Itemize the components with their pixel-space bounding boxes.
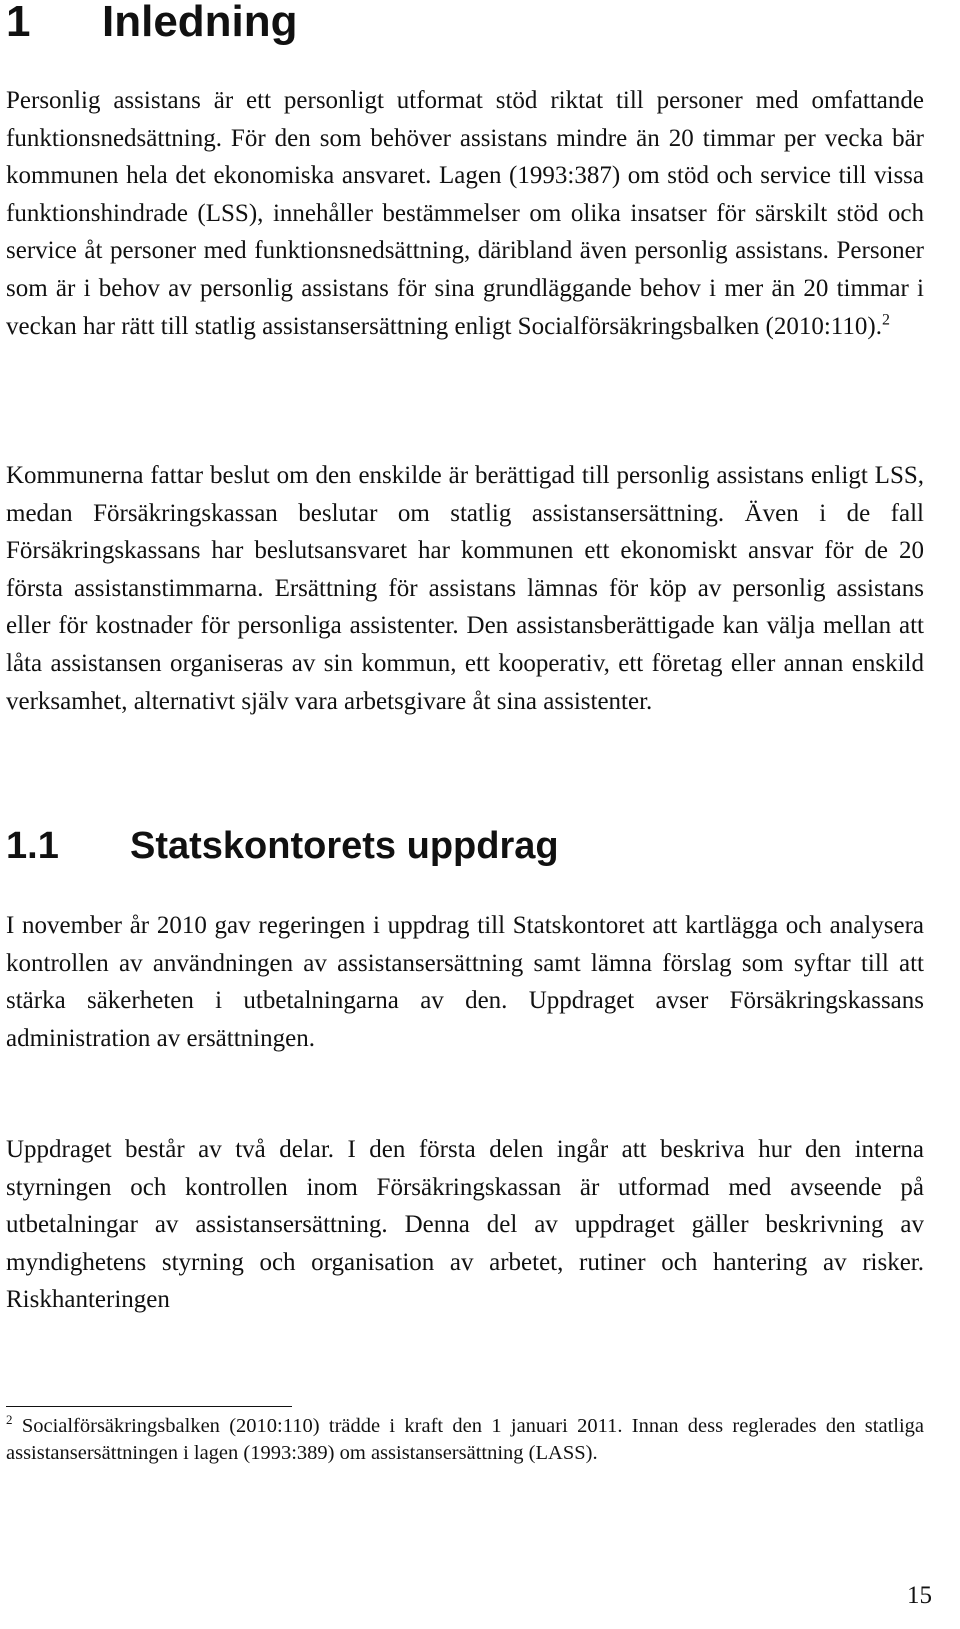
paragraph-intro-text: Personlig assistans är ett personligt utformat stöd riktat till personer med omfattande funktionsnedsättning. För den som behöver assistans mindre än 20 timmar per vecka bär kommunen hela det ekonomiska ansvaret. Lagen (1993:387) om stöd och service till vissa funktionshindrade (LSS), innehåller bestämmelser om olika insatser för särskilt stöd och service åt personer med funktionsnedsättning, däribland även personlig assistans. Personer som är i behov av personlig assistans för sina grundläggande behov i mer än 20 timmar i veckan har rätt till statlig assistansersättning enligt Socialförsäkringsbalken (2010:110). [6,87,924,340]
section-number: 1.1 [6,825,59,867]
chapter-number: 1 [6,0,31,46]
footnote-reference[interactable]: 2 [881,311,890,329]
paragraph-municipalities: Kommunerna fattar beslut om den enskilde är berättigad till personlig assistans enligt LSS, medan Försäkringskassan beslutar om statlig assistansersättning. Även i de fall Försäkringskassans har beslutsansvaret har kommunen ett ekonomiskt ansvar för de 20 första assistanstimmarna. Ersättning för assistans lämnas för köp av personlig assistans eller för kostnader för personliga assistenter. Den assistansberättigade kan välja mellan att låta assistansen organiseras av sin kommun, ett kooperativ, ett företag eller annan enskild verksamhet, alternativt själv vara arbetsgivare åt sina assistenter. [6,462,924,715]
section-heading [6,822,559,870]
footnote-divider [6,1406,292,1407]
chapter-title: Inledning [102,0,298,46]
section-title: Statskontorets uppdrag [130,825,559,867]
footnote-text: Socialförsäkringsbalken (2010:110) trädde i kraft den 1 januari 2011. Innan dess reglerades den statliga assistansersättningen i lagen (1993:389) om assistansersättning (LASS). [6,1415,925,1464]
footnote [6,1413,924,1467]
footnote-marker: 2 [6,1412,13,1428]
paragraph-assignment: I november år 2010 gav regeringen i uppdrag till Statskontoret att kartlägga och analysera kontrollen av användningen av assistansersättning samt lämna förslag som syftar till att stärka säkerheten i utbetalningarna av den. Uppdraget avser Försäkringskassans administration av ersättningen. [6,912,924,1052]
page-number: 15 [907,1582,932,1609]
paragraph-assignment-parts: Uppdraget består av två delar. I den första delen ingår att beskriva hur den interna styrningen och kontrollen inom Försäkringskassan är utformad med avseende på utbetalningar av assistansersättning. Denna del av uppdraget gäller beskrivning av myndighetens styrning och organisation av arbetet, rutiner och hantering av risker. Riskhanteringen [6,1136,924,1314]
chapter-heading [6,0,298,46]
paragraph-intro [6,82,924,345]
